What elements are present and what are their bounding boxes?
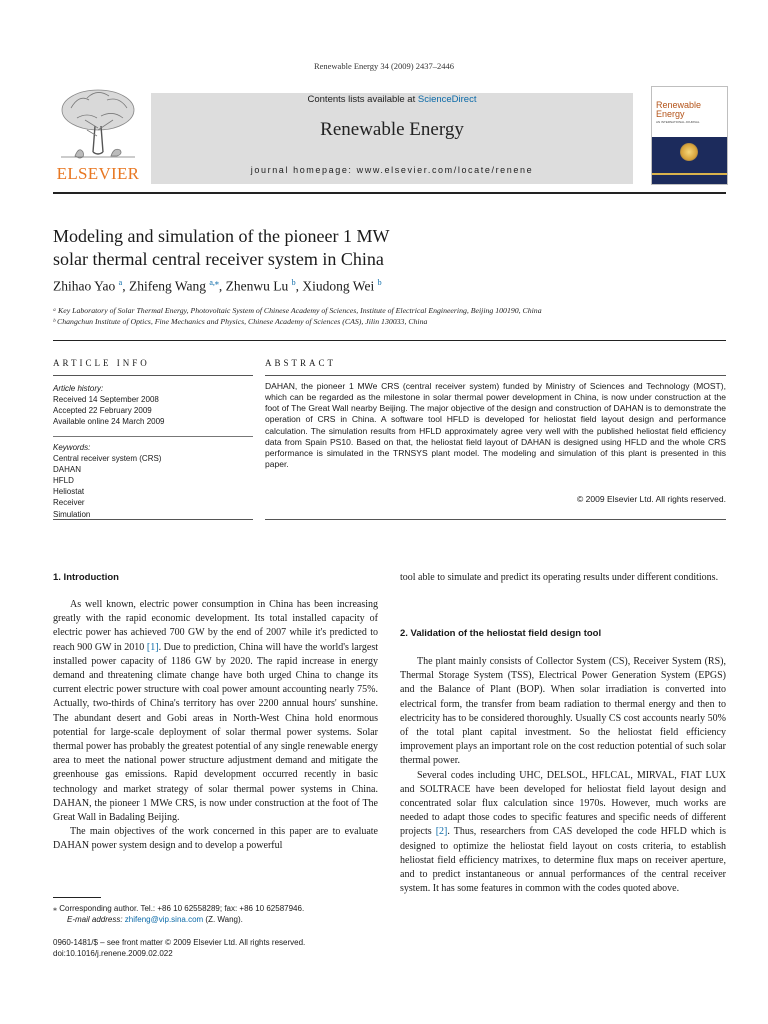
elsevier-logo[interactable] [53, 86, 143, 184]
contents-line [151, 94, 633, 105]
left-column [53, 598, 378, 854]
abstract-heading: ABSTRACT [265, 358, 337, 368]
author-name: Zhenwu Lu [225, 278, 289, 294]
abstract-text: DAHAN, the pioneer 1 MWe CRS (central receiver system) funded by Ministry of Sciences and Technology (MOST), which can be regarded as the milestone in solar thermal power development in China, is now under construction at the foot of The Great Wall nearby Beijing. The major objective of the design and construction of DAHAN is to demonstrate the operation of CRS in China. A software tool HFLD is developed for heliostat field layout design and performance calculation. The simulation results from HFLD approximately agree very well with the published heliostat field efficiency data from Spain PS10. Based on that, the heliostat field layout of DAHAN is designed using HFLD and the whole CRS performance is simulated in the TRNSYS plant model. The modeling and simulation of this plant is presented in this paper. [265, 381, 726, 470]
keywords-label: Keywords: [53, 443, 91, 452]
issn-line: 0960-1481/$ – see front matter © 2009 Elsevier Ltd. All rights reserved. [53, 938, 306, 947]
article-history [53, 383, 253, 427]
article-info-bottom-rule [53, 519, 253, 520]
email-link[interactable]: zhifeng@vip.sina.com [124, 915, 204, 924]
article-title [53, 225, 613, 271]
keyword-item: Central receiver system (CRS) [53, 454, 162, 464]
keyword-item: Simulation [53, 509, 91, 519]
journal-banner [151, 93, 633, 184]
sun-icon [680, 143, 698, 161]
affiliation-a: ᵃ Key Laboratory of Solar Thermal Energy, Photovoltaic System of Chinese Academy of Sciences, Institute of Electrical Engineering, Beijing 100190, China [53, 306, 542, 315]
right-column [400, 655, 726, 896]
cover-stripe [652, 173, 727, 175]
corresponding-author: ⁎ Corresponding author. Tel.: +86 10 62558289; fax: +86 10 62587946. [53, 904, 305, 913]
copyright-notice: © 2009 Elsevier Ltd. All rights reserved. [577, 494, 726, 504]
keywords [53, 442, 253, 520]
title-rule [53, 340, 726, 341]
affiliation-b: ᵇ Changchun Institute of Optics, Fine Mechanics and Physics, Chinese Academy of Sciences (CAS), Jilin 130033, China [53, 317, 428, 326]
cover-image [652, 137, 727, 184]
elsevier-wordmark: ELSEVIER [56, 164, 140, 183]
author-list: Zhihao Yao $^a$, Zhifeng Wang $^{a,⁎}$, Zhenwu Lu $^b$, Xiudong Wei $^b$ [53, 278, 382, 294]
footnote-rule [53, 897, 101, 898]
affiliation-marker[interactable]: b [291, 278, 296, 287]
article-info-rule [53, 375, 253, 376]
reference-link[interactable]: [2] [435, 826, 448, 838]
introduction-heading: 1. Introduction [53, 572, 119, 583]
title-line-1: Modeling and simulation of the pioneer 1 MW [53, 226, 390, 246]
history-rule [53, 436, 253, 437]
contents-prefix: Contents lists available at [307, 94, 418, 105]
keyword-item: DAHAN [53, 465, 82, 475]
doi-line[interactable]: doi:10.1016/j.renene.2009.02.022 [53, 949, 173, 958]
abstract-bottom-rule [265, 519, 726, 520]
paragraph: The plant mainly consists of Collector System (CS), Receiver System (RS), Thermal Storage System (TSS), Electrical Power Generation System (EPGS) and the Balance of Plant (BOP). When solar irradiation is converted into electrical form, the transfer from beam radiation to thermal energy and then to electricity has to be considered thoroughly. Usually CS cost accounts nearly 50% of the total plant capital investment. So the heliostat field efficiency improvement plays an important role on the cost reduction potential of such solar thermal power. [400, 656, 726, 767]
right-column-continuation [400, 571, 726, 585]
author-name: Zhihao Yao [53, 278, 116, 294]
cover-title: Renewable Energy [656, 100, 702, 119]
journal-cover[interactable] [651, 86, 728, 185]
footnote [53, 903, 383, 925]
affiliations [53, 305, 733, 327]
keyword-item: Heliostat [53, 487, 85, 497]
paragraph: tool able to simulate and predict its operating results under different conditions. [400, 572, 719, 583]
keyword-item: Receiver [53, 498, 85, 508]
journal-name: Renewable Energy [320, 119, 464, 140]
author-name: Zhifeng Wang [128, 278, 206, 294]
article-info-heading: ARTICLE INFO [53, 358, 150, 368]
paragraph: The main objectives of the work concerned in this paper are to evaluate DAHAN power system design and to develop a powerful [53, 826, 378, 852]
paragraph: As well known, electric power consumption in China has been increasing greatly with the rapid economic development. Its total installed capacity of electric power has achieved 700 GW by the end of 2007 while it's predicted to reach 900 GW in 2010 [1]. Due to prediction, China will have the world's largest installed power capacity of 1186 GW by 2020. The rapid increase in energy demand and threatening climate change have both urged China to change its current electric power structure with coal power amount accounting nearly 75%. Actually, two-thirds of China's territory has over 2200 annual hours' sunshine. The abundant desert and Gobi areas in North-West China hold enormous potential for large-scale deployment of solar thermal power systems. Solar thermal power has probably the greatest potential of any single renewable energy area to meet the national power structure adjustment demand and mitigate the greenhouse gas emissions. Rapid development occurred recently in basic technology and market strategy of solar thermal power systems in China. DAHAN, the pioneer 1 MWe CRS, is now under construction at the foot of The Great Wall in Badaling Beijing. [53, 599, 378, 824]
reference-link[interactable]: [1] [146, 641, 159, 653]
affiliation-marker[interactable]: a,⁎ [209, 278, 219, 287]
sciencedirect-link[interactable]: ScienceDirect [417, 94, 477, 105]
paragraph: Several codes including UHC, DELSOL, HFLCAL, MIRVAL, FIAT LUX and SOLTRACE have been developed for heliostat field layout design and concentrated solar flux calculation since 1970s. However, much works are needed to adapt those codes to specific features and specific needs of different projects [2]. Thus, researchers from CAS developed the code HFLD which is designed to optimize the heliostat field layout on costs criteria, to establish heliostat field efficiency matrixes, to determine flux maps on receiver aperture, and to predict instantaneous or annual performances of the central receiver system. It has some features in common with the codes quoted above. [400, 769, 727, 895]
section-2-heading: 2. Validation of the heliostat field design tool [400, 628, 602, 639]
keyword-item: HFLD [53, 476, 74, 486]
journal-homepage[interactable]: journal homepage: www.elsevier.com/locate/renene [250, 165, 534, 175]
author-name: Xiudong Wei [302, 278, 375, 294]
bottom-metadata [53, 937, 383, 959]
affiliation-marker[interactable]: a [118, 278, 123, 287]
cover-subtitle: AN INTERNATIONAL JOURNAL [656, 120, 700, 124]
email-line: E-mail address: zhifeng@vip.sina.com (Z. Wang). [67, 915, 243, 924]
received-date: Received 14 September 2008 [53, 395, 159, 404]
masthead-rule [53, 192, 726, 194]
online-date: Available online 24 March 2009 [53, 417, 165, 426]
elsevier-tree-icon [57, 86, 139, 162]
history-label: Article history: [53, 384, 104, 393]
journal-citation: Renewable Energy 34 (2009) 2437–2446 [313, 61, 455, 71]
accepted-date: Accepted 22 February 2009 [53, 406, 152, 415]
title-line-2: solar thermal central receiver system in China [53, 249, 384, 269]
abstract-rule [265, 375, 726, 376]
affiliation-marker[interactable]: b [377, 278, 382, 287]
